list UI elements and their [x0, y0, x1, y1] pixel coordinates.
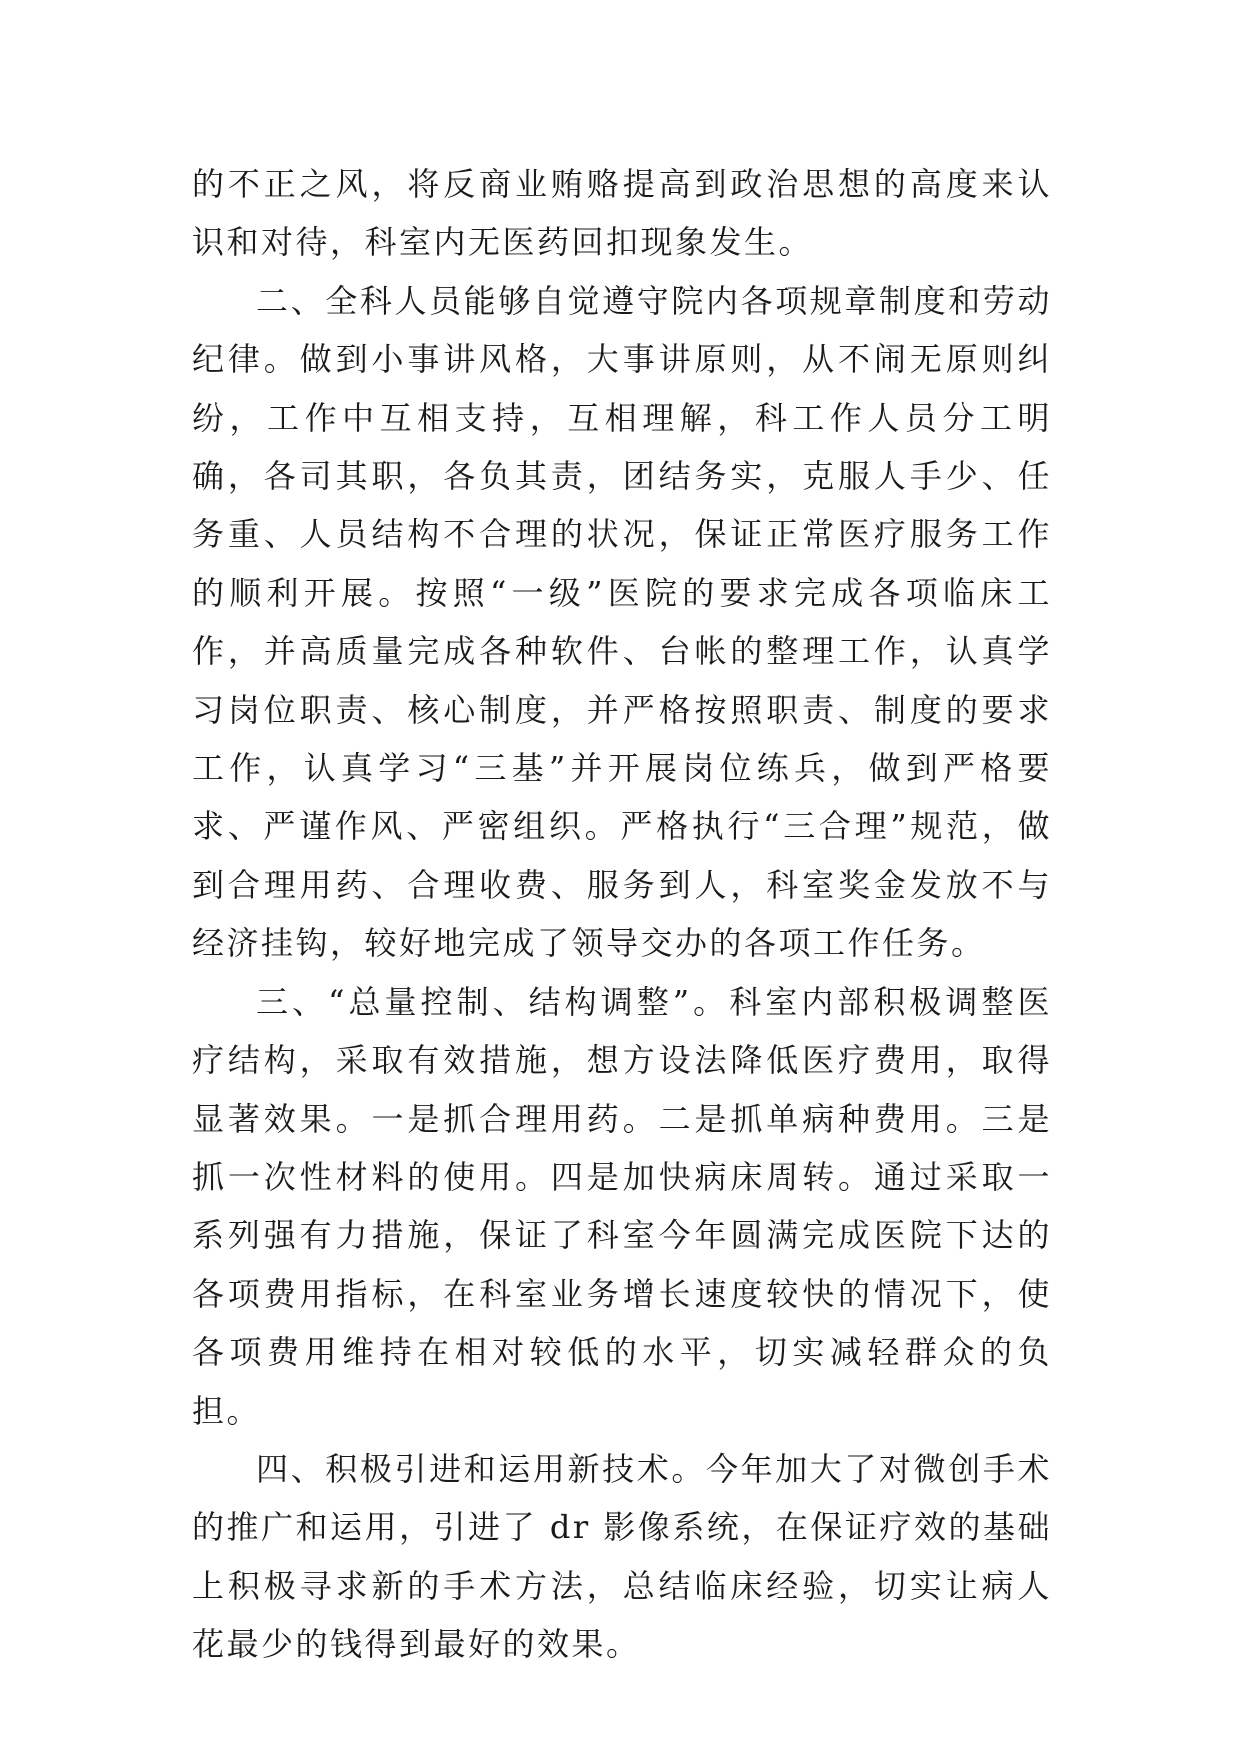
document-body	[192, 155, 1052, 1674]
paragraph-section-4: 四、积极引进和运用新技术。今年加大了对微创手术的推广和运用，引进了 dr 影像系统，在保证疗效的基础上积极寻求新的手术方法，总结临床经验，切实让病人花最少的钱得到最好的效果。	[192, 1449, 1052, 1664]
paragraph-section-2: 二、全科人员能够自觉遵守院内各项规章制度和劳动纪律。做到小事讲风格，大事讲原则，从不闹无原则纠纷，工作中互相支持，互相理解，科工作人员分工明确，各司其职，各负其责，团结务实，克服人手少、任务重、人员结构不合理的状况，保证正常医疗服务工作的顺利开展。按照“一级”医院的要求完成各项临床工作，并高质量完成各种软件、台帐的整理工作，认真学习岗位职责、核心制度，并严格按照职责、制度的要求工作，认真学习“三基”并开展岗位练兵，做到严格要求、严谨作风、严密组织。严格执行“三合理”规范，做到合理用药、合理收费、服务到人，科室奖金发放不与经济挂钩，较好地完成了领导交办的各项工作任务。	[192, 281, 1052, 963]
paragraph-section-3: 三、“总量控制、结构调整”。科室内部积极调整医疗结构，采取有效措施，想方设法降低医疗费用，取得显著效果。一是抓合理用药。二是抓单病种费用。三是抓一次性材料的使用。四是加快病床周转。通过采取一系列强有力措施，保证了科室今年圆满完成医院下达的各项费用指标，在科室业务增长速度较快的情况下，使各项费用维持在相对较低的水平，切实减轻群众的负担。	[192, 982, 1052, 1430]
paragraph-continuation: 的不正之风，将反商业贿赂提高到政治思想的高度来认识和对待，科室内无医药回扣现象发生。	[192, 165, 1052, 262]
